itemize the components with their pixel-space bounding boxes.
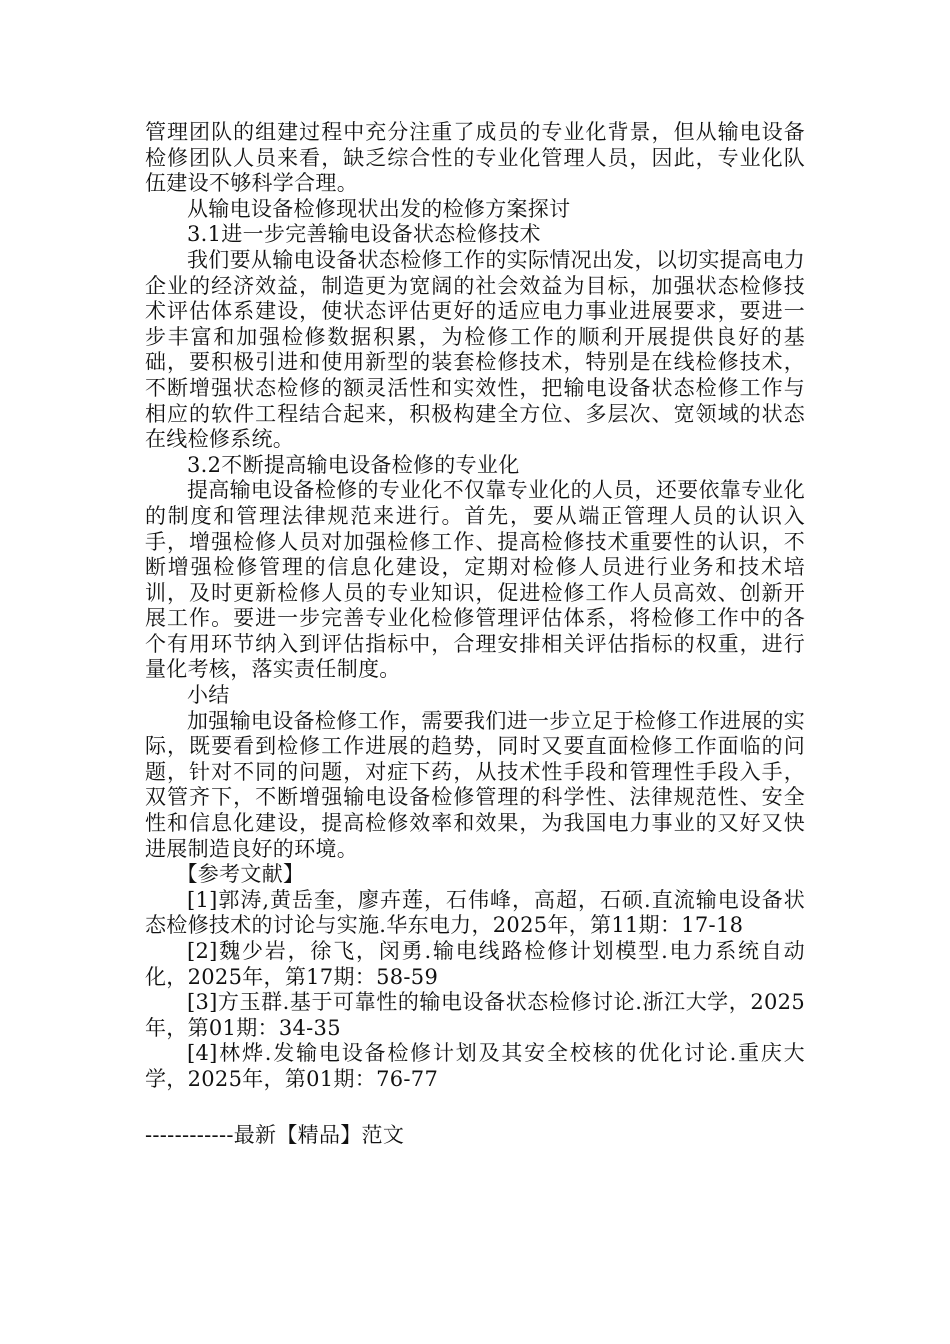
reference-item-4: [4]林烨.发输电设备检修计划及其安全校核的优化讨论.重庆大学，2025年，第01期：76-77 (145, 1041, 805, 1091)
reference-item-2: [2]魏少岩，徐飞，闵勇.输电线路检修计划模型.电力系统自动化，2025年，第17期：58-59 (145, 939, 805, 989)
paragraph-state-maintenance: 我们要从输电设备状态检修工作的实际情况出发，以切实提高电力企业的经济效益，制造更为宽阔的社会效益为目标，加强状态检修技术评估体系建设，使状态评估更好的适应电力事业进展要求，要进一步丰富和加强检修数据积累，为检修工作的顺利开展提供良好的基础，要积极引进和使用新型的装套检修技术，特别是在线检修技术，不断增强状态检修的额灵活性和实效性，把输电设备状态检修工作与相应的软件工程结合起来，积极构建全方位、多层次、宽领域的状态在线检修系统。 (145, 247, 805, 452)
section-heading-3-2: 3.2不断提高输电设备检修的专业化 (187, 452, 520, 477)
paragraph-summary: 加强输电设备检修工作，需要我们进一步立足于检修工作进展的实际，既要看到检修工作进展的趋势，同时又要直面检修工作面临的问题，针对不同的问题，对症下药，从技术性手段和管理性手段入手，双管齐下，不断增强输电设备检修管理的科学性、法律规范性、安全性和信息化建设，提高检修效率和效果，为我国电力事业的又好又快进展制造良好的环境。 (145, 708, 805, 861)
reference-item-3: [3]方玉群.基于可靠性的输电设备状态检修讨论.浙江大学，2025年，第01期：34-35 (145, 990, 805, 1040)
reference-item-1: [1]郭涛,黄岳奎，廖卉莲，石伟峰，高超，石硕.直流输电设备状态检修技术的讨论与实施.华东电力，2025年，第11期：17-18 (145, 887, 805, 938)
references-list (145, 888, 805, 1093)
page-footer: ------------最新【精品】范文 (145, 1123, 405, 1147)
paragraph-specialization: 提高输电设备检修的专业化不仅靠专业化的人员，还要依靠专业化的制度和管理法律规范来进行。首先，要从端正管理人员的认识入手，增强检修人员对加强检修工作、提高检修技术重要性的认识，不断增强检修管理的信息化建设，定期对检修人员进行业务和技术培训，及时更新检修人员的专业知识，促进检修工作人员高效、创新开展工作。要进一步完善专业化检修管理评估体系，将检修工作中的各个有用环节纳入到评估指标中，合理安排相关评估指标的权重，进行量化考核，落实责任制度。 (145, 478, 805, 682)
section-heading-3-1: 3.1进一步完善输电设备状态检修技术 (187, 222, 541, 247)
paragraph-team-background: 管理团队的组建过程中充分注重了成员的专业化背景，但从输电设备检修团队人员来看，缺乏综合性的专业化管理人员，因此，专业化队伍建设不够科学合理。 (145, 120, 805, 196)
section-heading-plan: 从输电设备检修现状出发的检修方案探讨 (187, 196, 571, 221)
references-title: 【参考文献】 (176, 862, 305, 887)
document-body (145, 120, 805, 1093)
section-heading-summary: 小结 (187, 683, 230, 708)
